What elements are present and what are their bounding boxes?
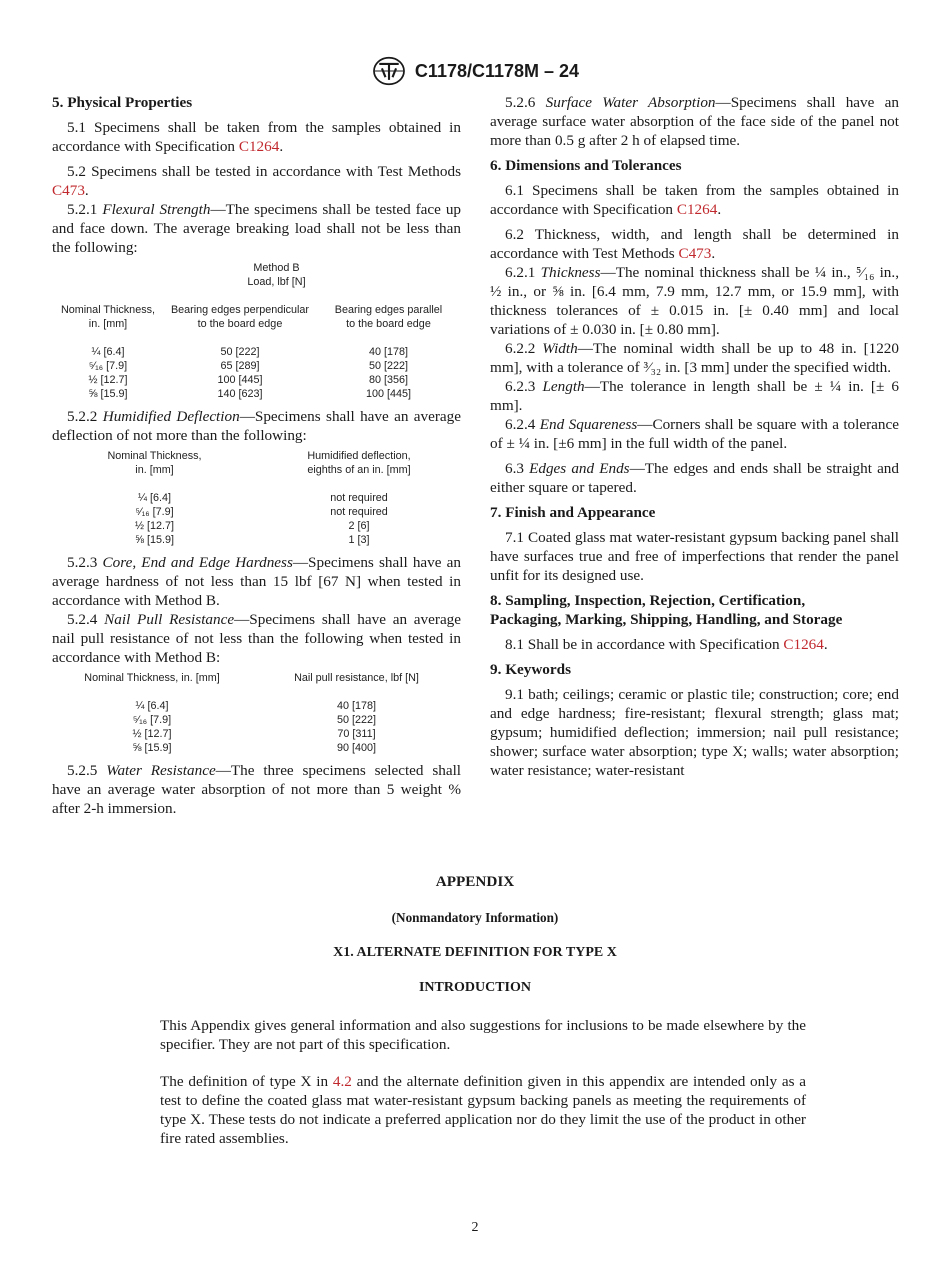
nail-pull-resistance-table bbox=[52, 671, 461, 755]
table-row: ½ [12.7] 100 [445] 80 [356] bbox=[88, 374, 409, 386]
astm-logo-icon bbox=[371, 56, 407, 86]
para-6-2-4: 6.2.4 End Squareness—Corners shall be square with a tolerance of ± ¼ in. [±6 mm] in the full width of the panel. bbox=[490, 416, 899, 452]
standard-designation: C1178/C1178M – 24 bbox=[414, 60, 580, 81]
para-6-2-1: 6.2.1 Thickness—The nominal thickness shall be ¼ in., ⁵⁄₁₆ in., ½ in., or ⅝ in. [6.4 mm, 7.9 mm, 12.7 mm, or 15.9 mm], with thickness tolerances of ± 0.015 in. [± 0.40 mm] and local variations of ± 0.030 in. [± 0.80 mm]. bbox=[490, 264, 899, 338]
para-8-1: 8.1 Shall be in accordance with Specification C1264. bbox=[505, 636, 828, 653]
table-caption: Method B bbox=[253, 262, 300, 274]
left-column bbox=[52, 93, 461, 818]
para-6-2-3: 6.2.3 Length—The tolerance in length shall be ± ¼ in. [± 6 mm]. bbox=[490, 378, 899, 414]
c473-link[interactable]: C473 bbox=[52, 182, 85, 199]
table-header-row: Nominal Thickness, in. [mm] Nail pull resistance, lbf [N] bbox=[84, 672, 419, 684]
section-6-title: 6. Dimensions and Tolerances bbox=[490, 157, 682, 174]
para-5-2-2: 5.2.2 Humidified Deflection—Specimens shall have an average deflection of not more than the following: bbox=[52, 408, 461, 444]
c1264-link[interactable]: C1264 bbox=[783, 636, 824, 653]
flexural-strength-table bbox=[52, 261, 461, 401]
section-5-title: 5. Physical Properties bbox=[52, 94, 193, 111]
section-4-2-link[interactable]: 4.2 bbox=[332, 1073, 352, 1090]
table-row: ⅝ [15.9] 90 [400] bbox=[132, 742, 377, 754]
right-column bbox=[490, 93, 899, 786]
table-row: ⁵⁄₁₆ [7.9] 65 [289] 50 [222] bbox=[88, 360, 409, 372]
para-6-2-2: 6.2.2 Width—The nominal width shall be up to 48 in. [1220 mm], with a tolerance of ³⁄₃₂ in. [3 mm] under the specified width. bbox=[490, 340, 899, 376]
para-5-2: 5.2 Specimens shall be tested in accordance with Test Methods C473. bbox=[52, 163, 461, 199]
table-row: ⁵⁄₁₆ [7.9] not required bbox=[135, 506, 388, 518]
table-caption: Load, lbf [N] bbox=[247, 276, 306, 288]
para-5-1: 5.1 Specimens shall be taken from the samples obtained in accordance with Specification C1264. bbox=[52, 119, 461, 155]
humidified-deflection-table bbox=[52, 449, 461, 547]
para-6-3: 6.3 Edges and Ends—The edges and ends shall be straight and either square or tapered. bbox=[490, 460, 899, 496]
introduction-title: INTRODUCTION bbox=[418, 980, 531, 995]
page-number: 2 bbox=[471, 1220, 479, 1235]
section-9-title: 9. Keywords bbox=[490, 661, 571, 678]
appendix-title: APPENDIX bbox=[435, 873, 515, 890]
para-7-1: 7.1 Coated glass mat water-resistant gypsum backing panel shall have surfaces true and free of imperfections that render the panel unfit for its designed use. bbox=[490, 529, 899, 584]
appendix-para-1: This Appendix gives general information and also suggestions for inclusions to be made elsewhere by the specifier. They are not part of this specification. bbox=[160, 1017, 806, 1053]
c1264-link[interactable]: C1264 bbox=[676, 201, 718, 218]
table-header-row: Nominal Thickness, in. [mm] Humidified deflection, eighths of an in. [mm] bbox=[107, 450, 411, 476]
para-6-1: 6.1 Specimens shall be taken from the samples obtained in accordance with Specification C1264. bbox=[490, 182, 899, 218]
table-row: ¼ [6.4] not required bbox=[137, 492, 388, 504]
table-row: ½ [12.7] 70 [311] bbox=[132, 728, 376, 740]
table-row: ¼ [6.4] 50 [222] 40 [178] bbox=[91, 346, 409, 358]
x1-title: X1. ALTERNATE DEFINITION FOR TYPE X bbox=[333, 945, 617, 960]
table-row: ⅝ [15.9] 140 [623] 100 [445] bbox=[88, 388, 412, 400]
table-row: ¼ [6.4] 40 [178] bbox=[135, 700, 377, 712]
para-5-2-5: 5.2.5 Water Resistance—The three specimens selected shall have an average water absorption of not more than 5 weight % after 2-h immersion. bbox=[52, 762, 462, 817]
page-header bbox=[0, 55, 950, 87]
c1264-link[interactable]: C1264 bbox=[238, 138, 280, 155]
para-9-1: 9.1 bath; ceilings; ceramic or plastic tile; construction; core; end and edge hardness; fire-resistant; flexural strength; glass mat; gypsum; humidified deflection; immersion; nail pull resistance; shower; surface water absorption; type X; walls; water absorption; water resistance; water-resistant bbox=[490, 686, 899, 779]
para-5-2-3: 5.2.3 Core, End and Edge Hardness—Specimens shall have an average hardness of not less than 15 lbf [67 N] when tested in accordance with Method B. bbox=[52, 554, 461, 609]
section-8-title: 8. Sampling, Inspection, Rejection, Certification, Packaging, Marking, Shipping, Handling, and Storage bbox=[490, 592, 843, 628]
c473-link[interactable]: C473 bbox=[678, 245, 712, 262]
section-7-title: 7. Finish and Appearance bbox=[490, 504, 656, 521]
appendix-para-2: The definition of type X in 4.2 and the alternate definition given in this appendix are intended only as a test to define the coated glass mat water-resistant gypsum backing panels as meeting the requirements of type X. These tests do not indicate a preferred application nor do they limit the use of the product in other fire rated assemblies. bbox=[160, 1073, 806, 1147]
table-row: ⁵⁄₁₆ [7.9] 50 [222] bbox=[132, 714, 377, 726]
para-5-2-1: 5.2.1 Flexural Strength—The specimens shall be tested face up and face down. The average breaking load shall not be less than the following: bbox=[52, 201, 462, 256]
table-row: ⅝ [15.9] 1 [3] bbox=[134, 534, 370, 546]
table-header-row: Nominal Thickness, in. [mm] Bearing edges perpendicular to the board edge Bearing edges parallel to the board edge bbox=[60, 304, 443, 330]
appendix-subtitle: (Nonmandatory Information) bbox=[391, 910, 559, 925]
para-6-2: 6.2 Thickness, width, and length shall be determined in accordance with Test Methods C473. bbox=[490, 226, 899, 262]
table-row: ½ [12.7] 2 [6] bbox=[134, 520, 370, 532]
para-5-2-6: 5.2.6 Surface Water Absorption—Specimens shall have an average surface water absorption of the face side of the panel not more than 0.5 g after 2 h of elapsed time. bbox=[490, 94, 899, 149]
para-5-2-4: 5.2.4 Nail Pull Resistance—Specimens shall have an average nail pull resistance of not less than the following when tested in accordance with Method B: bbox=[52, 611, 462, 666]
